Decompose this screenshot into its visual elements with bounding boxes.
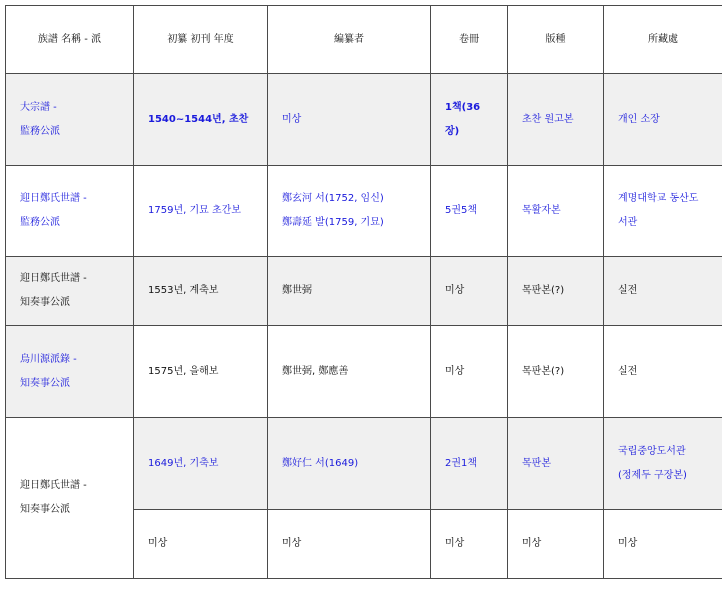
table-row (6, 257, 722, 326)
cell-editor: 鄭世弼 (268, 257, 431, 326)
cell-year: 1540~1544년, 초찬 (134, 74, 268, 166)
name-line: 知奏事公派 (20, 297, 70, 308)
cell-genealogy-name (6, 74, 134, 166)
cell-holder (604, 418, 722, 510)
cell-edition: 목판본(?) (508, 326, 604, 418)
cell-edition: 미상 (508, 510, 604, 579)
holder-line: (정제두 구장본) (618, 469, 687, 481)
cell-year: 1553년, 계축보 (134, 257, 268, 326)
cell-holder: 실전 (604, 257, 722, 326)
table-row (6, 166, 722, 257)
name-line: 迎日鄭氏世譜 - (20, 273, 87, 284)
cell-holder (604, 166, 722, 257)
cell-volumes: 1책(36장) (431, 74, 508, 166)
header-editor: 編纂者 (268, 6, 431, 74)
name-line: 監務公派 (20, 125, 60, 137)
genealogy-table (5, 5, 722, 579)
name-line: 迎日鄭氏世譜 - (20, 193, 87, 204)
header-first-year: 初纂 初刊 年度 (134, 6, 268, 74)
cell-editor: 미상 (268, 510, 431, 579)
cell-holder: 실전 (604, 326, 722, 418)
cell-editor: 鄭世弼, 鄭應善 (268, 326, 431, 418)
table-row (6, 326, 722, 418)
name-line: 知奏事公派 (20, 504, 70, 515)
cell-genealogy-name (6, 418, 134, 579)
name-line: 迎日鄭氏世譜 - (20, 480, 87, 491)
header-row (6, 6, 722, 74)
name-line: 監務公派 (20, 217, 60, 228)
cell-editor: 鄭好仁 서(1649) (268, 418, 431, 510)
cell-genealogy-name (6, 166, 134, 257)
holder-line: 서관 (618, 217, 638, 228)
name-line: 大宗譜 - (20, 101, 57, 113)
cell-year: 1649년, 기축보 (134, 418, 268, 510)
table-row (6, 74, 722, 166)
holder-line: 국립중앙도서관 (618, 445, 686, 457)
table-row (6, 418, 722, 510)
cell-edition: 목판본(?) (508, 257, 604, 326)
cell-volumes: 미상 (431, 326, 508, 418)
cell-year: 미상 (134, 510, 268, 579)
cell-volumes: 미상 (431, 510, 508, 579)
cell-holder: 미상 (604, 510, 722, 579)
cell-edition: 초찬 원고본 (508, 74, 604, 166)
editor-line: 鄭玄河 서(1752, 임신) (282, 193, 384, 204)
cell-volumes: 5권5책 (431, 166, 508, 257)
cell-holder: 개인 소장 (604, 74, 722, 166)
header-holder: 所藏處 (604, 6, 722, 74)
cell-year: 1575년, 을해보 (134, 326, 268, 418)
editor-line: 鄭壽延 발(1759, 기묘) (282, 217, 384, 228)
name-line: 知奏事公派 (20, 377, 70, 389)
header-edition: 版種 (508, 6, 604, 74)
cell-year: 1759년, 기묘 초간보 (134, 166, 268, 257)
genealogy-table-container (5, 5, 722, 579)
cell-edition: 목활자본 (508, 166, 604, 257)
cell-genealogy-name (6, 326, 134, 418)
cell-edition: 목판본 (508, 418, 604, 510)
cell-genealogy-name (6, 257, 134, 326)
cell-editor (268, 166, 431, 257)
cell-volumes: 2권1책 (431, 418, 508, 510)
name-line: 烏川源派錄 - (20, 353, 77, 365)
cell-volumes: 미상 (431, 257, 508, 326)
header-genealogy-name: 族譜 名稱 - 派 (6, 6, 134, 74)
header-volumes: 卷冊 (431, 6, 508, 74)
holder-line: 계명대학교 동산도 (618, 193, 699, 204)
cell-editor: 미상 (268, 74, 431, 166)
